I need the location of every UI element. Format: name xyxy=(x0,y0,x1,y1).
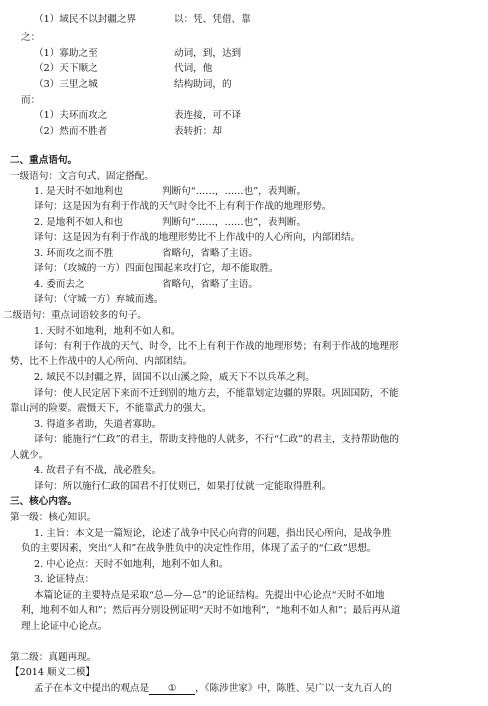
entry-meaning: 结构助词，的 xyxy=(174,79,232,90)
translation: 译句：这是因为有利于作战的地理形势比不上作战中的人心所向，内部团结。 xyxy=(34,232,361,243)
translation-cont: 靠山河的险要。震慑天下，不能靠武力的强大。 xyxy=(10,403,212,414)
translation-cont: 人就少。 xyxy=(10,450,49,461)
exam-question xyxy=(34,683,392,695)
word-entry-zhi-2: （2）天下顺之 xyxy=(34,63,98,74)
translation: 译句：有利于作战的天气、时令，比不上有利于作战的地理形势；有利于作战的地理形 xyxy=(34,341,399,352)
sentence-item: 3. 环而攻之而不胜 xyxy=(34,248,114,259)
sentence-note: 判断句“……，……也”，表判断。 xyxy=(162,217,307,228)
entry-sentence: （1）域民不以封疆之界 xyxy=(34,14,137,25)
translation: 译句：（攻城的一方）四面包围起来攻打它，却不能取胜。 xyxy=(34,263,279,274)
translation: 译句：使人民定居下来而不迁到别的地方去，不能靠划定边疆的界限。巩固国防，不能 xyxy=(34,388,399,399)
translation: 译句：所以施行仁政的国君不打仗则已，如果打仗就一定能取得胜利。 xyxy=(34,481,332,492)
translation: 译句：能施行“仁政”的君主，帮助支持他的人就多，不行“仁政”的君主，支持帮助他的 xyxy=(34,434,399,445)
word-entry-zhi-1: （1）寡助之至 xyxy=(34,48,98,59)
level-title: 二级语句：重点词语较多的句子。 xyxy=(3,310,147,321)
knowledge-item: 2. 中心论点：天时不如地利，地利不如人和。 xyxy=(34,559,229,570)
knowledge-item: 3. 论证特点： xyxy=(34,574,95,585)
entry-meaning: 代词，他 xyxy=(174,63,213,74)
word-entry-er-2: （2）然而不胜者 xyxy=(34,126,108,137)
translation-cont: 势，比不上作战中的人心所向、内部团结。 xyxy=(10,356,193,367)
sentence-item: 1. 是天时不如地利也 xyxy=(34,186,123,197)
knowledge-paragraph-cont: 理上论证中心论点。 xyxy=(21,621,108,632)
word-heading-zhi: 之： xyxy=(21,32,41,43)
section-title: 二、重点语句。 xyxy=(10,155,78,166)
knowledge-paragraph: 本篇论证的主要特点是采取“总—分—总”的论证结构。先提出中心论点“天时不如地 xyxy=(34,590,385,601)
entry-meaning: 动词，到，达到 xyxy=(174,48,242,59)
entry-meaning: 以：凭、凭借、靠 xyxy=(174,14,251,25)
sentence-note: 省略句，省略了主语。 xyxy=(162,248,258,259)
sentence-item: 4. 故君子有不战，战必胜矣。 xyxy=(34,465,162,476)
knowledge-paragraph-cont: 利，地利不如人和”；然后再分别设例证明“天时不如地利”，“地利不如人和”；最后再从道 xyxy=(21,605,401,616)
sentence-item: 1. 天时不如地利，地利不如人和。 xyxy=(34,326,181,337)
question-text: ，《陈涉世家》中，陈胜、吴广以一支九百人的 xyxy=(195,683,392,694)
knowledge-item: 1. 主旨：本文是一篇短论，论述了战争中民心向背的问题，指出民心所向，是战争胜 xyxy=(34,528,392,539)
sentence-item: 4. 委而去之 xyxy=(34,279,85,290)
word-entry-yi-1 xyxy=(34,14,136,26)
translation: 译句：这是因为有利于作战的天气时令比不上有利于作战的地理形势。 xyxy=(34,201,332,212)
entry-meaning: 表转折：却 xyxy=(174,126,222,137)
sentence-note: 省略句，省略了主语。 xyxy=(162,279,258,290)
sentence-item: 2. 是地利不如人和也 xyxy=(34,217,123,228)
knowledge-item-cont: 负的主要因素，突出“人和”在战争胜负中的决定性作用，体现了孟子的“仁政”思想。 xyxy=(21,543,377,554)
question-text: 孟子在本文中提出的观点是 xyxy=(34,683,150,694)
section-title: 三、核心内容。 xyxy=(10,496,78,507)
level-title: 第二级：真题再现。 xyxy=(10,652,97,663)
answer-blank[interactable]: ① xyxy=(149,684,195,695)
sentence-note: 判断句“……，……也”，表判断。 xyxy=(162,186,307,197)
sentence-item: 2. 域民不以封疆之界，固国不以山溪之险，威天下不以兵革之利。 xyxy=(34,372,315,383)
translation: 译句：（守城一方）弃城而逃。 xyxy=(34,294,164,305)
word-heading-er: 而： xyxy=(21,95,41,106)
sentence-item: 3. 得道多者助，失道者寡助。 xyxy=(34,419,162,430)
word-entry-zhi-3: （3）三里之城 xyxy=(34,79,98,90)
entry-meaning: 表连接，可不译 xyxy=(174,110,242,121)
level-title: 一级语句：文言句式、固定搭配。 xyxy=(10,171,154,182)
exam-title: 【2014 顺义二模】 xyxy=(10,667,96,678)
level-title: 第一级：核心知识。 xyxy=(10,512,97,523)
word-entry-er-1: （1）夫环而攻之 xyxy=(34,110,108,121)
